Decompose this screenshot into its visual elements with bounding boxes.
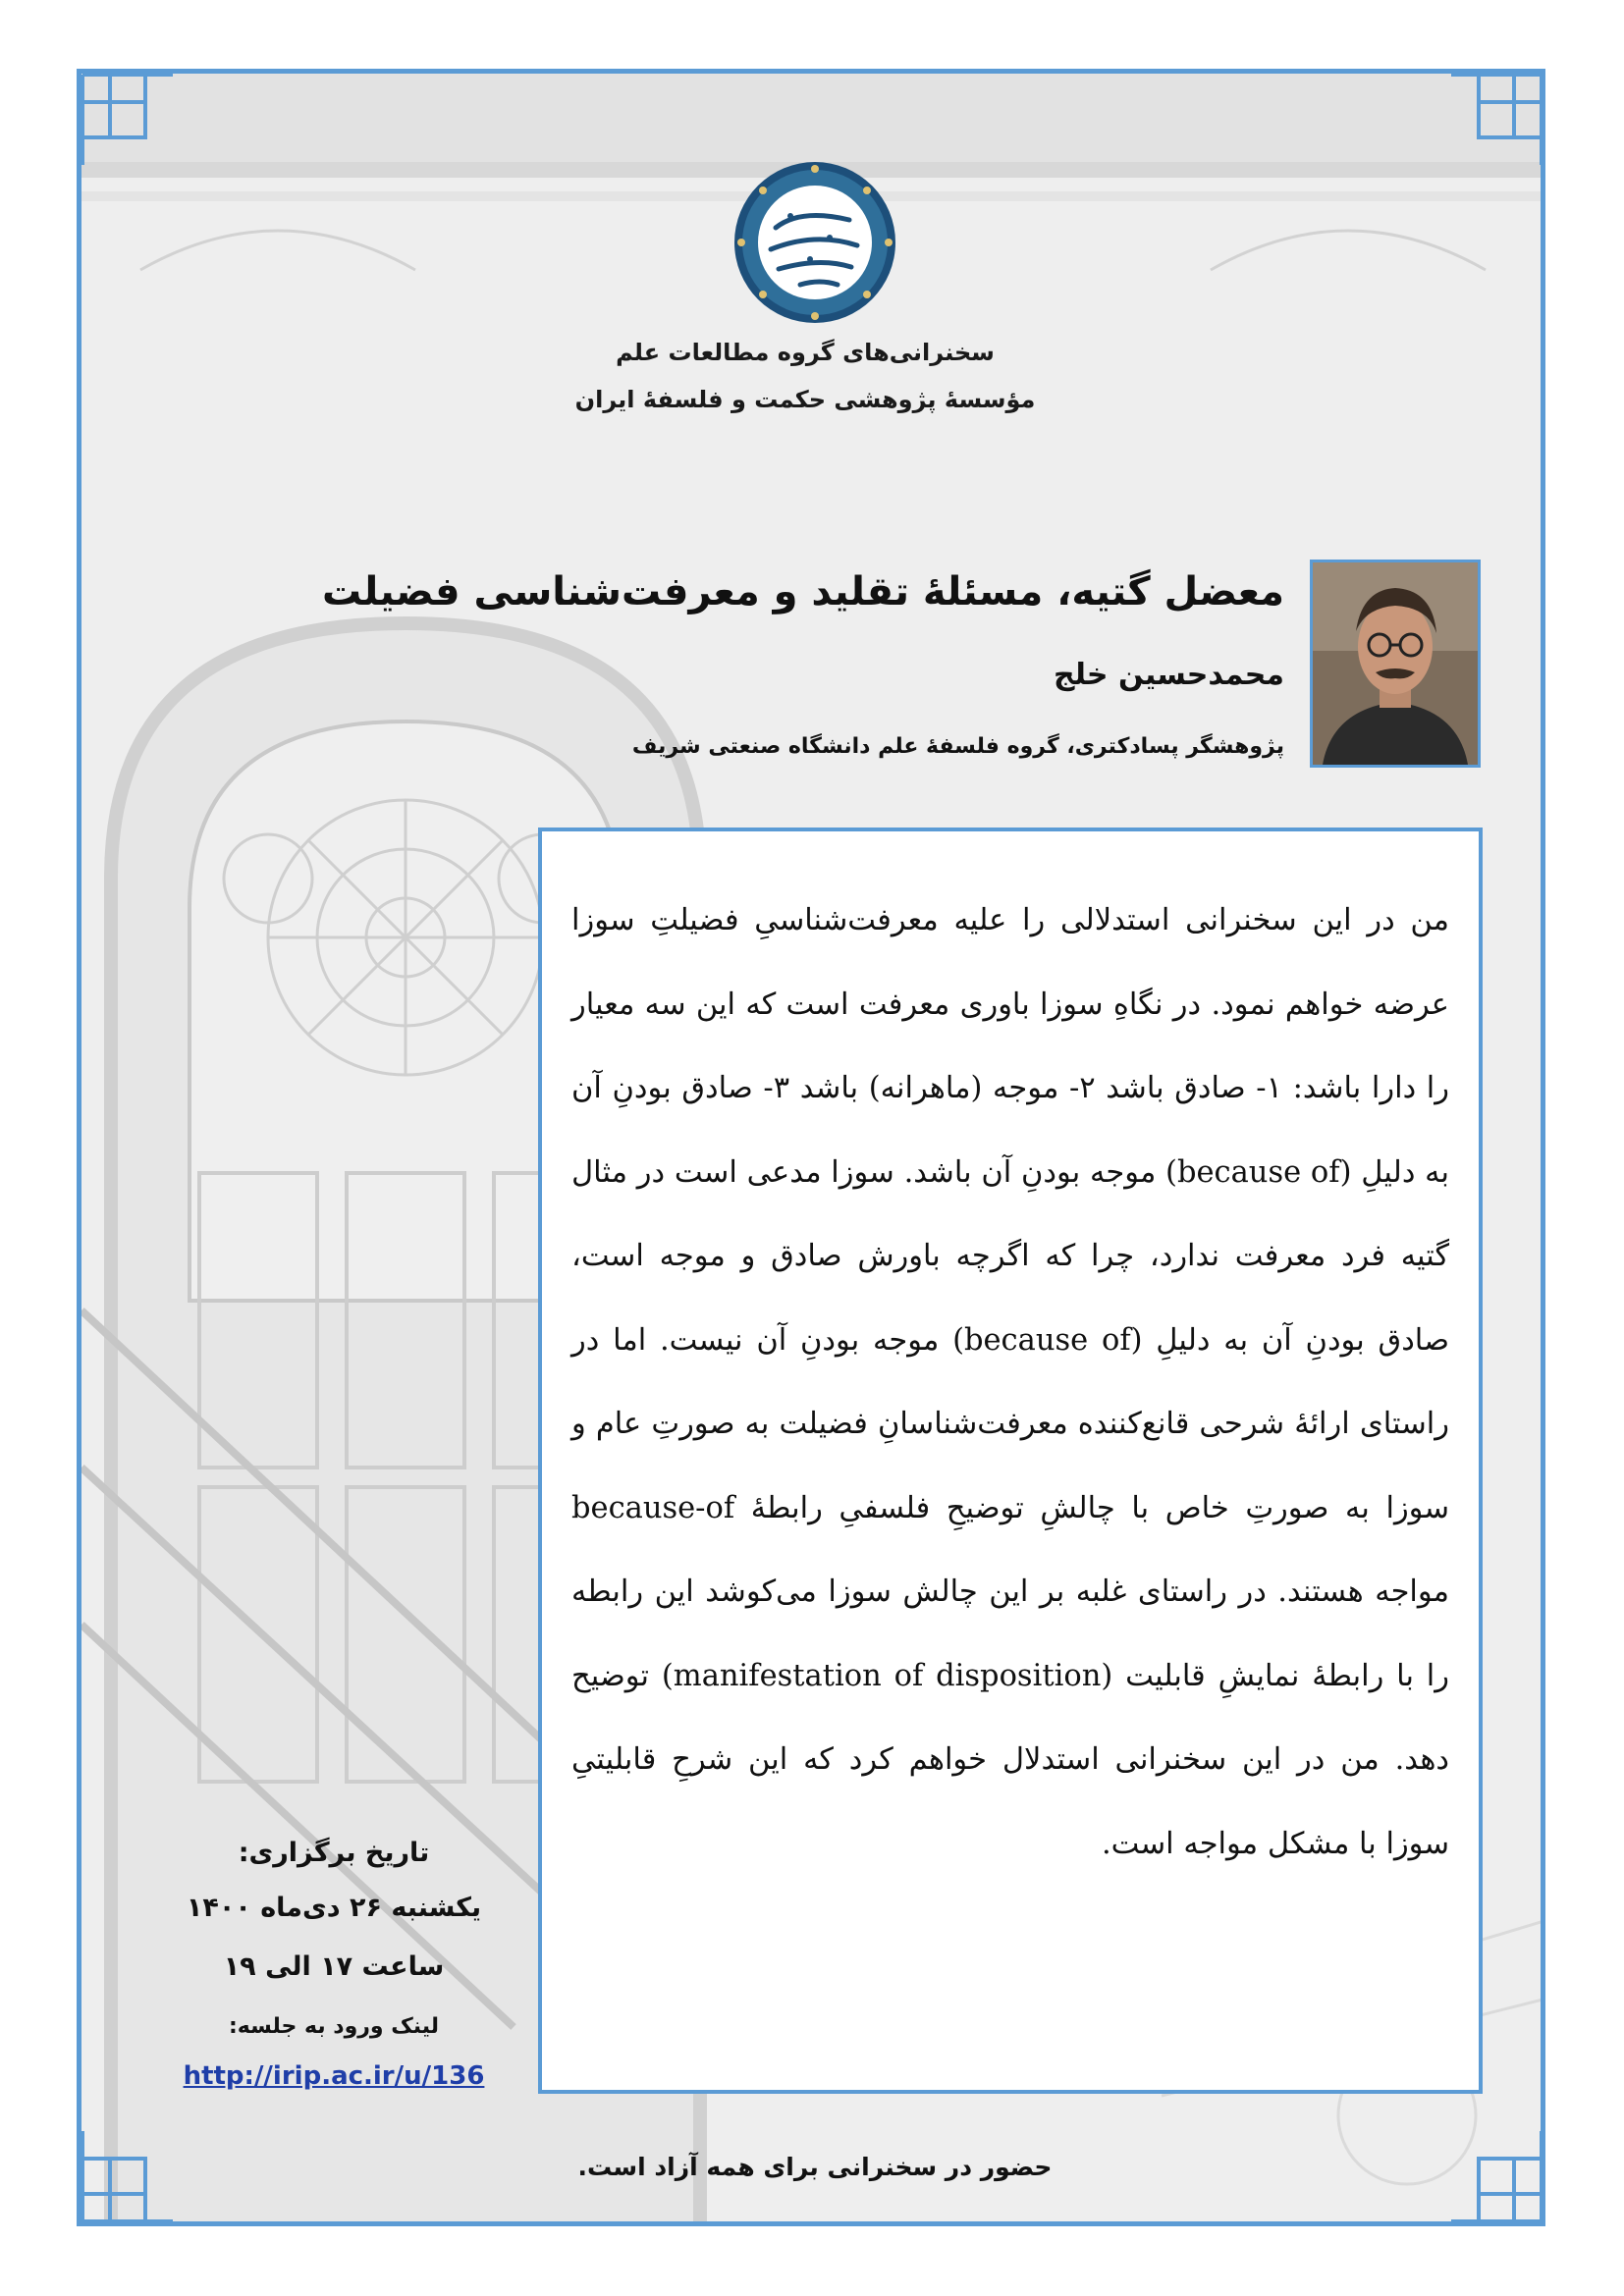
- corner-ornament-bottom-left: [81, 2129, 175, 2223]
- organizer-institute: مؤسسهٔ پژوهشی حکمت و فلسفهٔ ایران: [574, 386, 1036, 413]
- abstract-text: من در این سخنرانی استدلالی را علیه معرفت‌شناسیِ فضیلتِ سوزا عرضه خواهم نمود. در نگاهِ سوزا باوری معرفت است که این سه معیار را دارا باشد: ۱- صادق باشد ۲- موجه (ماهرانه) باشد ۳- صادق بودنِ آن به دلیلِ (because of) موجه بودنِ آن باشد. سوزا مدعی است در مثال گتیه فرد معرفت ندارد، چرا که اگرچه باورش صادق و موجه است، صادق بودنِ آن به دلیلِ (because of) موجه بودنِ آن نیست. اما در راستای ارائهٔ شرحی قانع‌کننده معرفت‌شناسانِ فضیلت به صورتِ عام و سوزا به صورتِ خاص با چالشِ توضیحِ فلسفیِ رابطهٔ because-of مواجه هستند. در راستای غلبه بر این چالش سوزا می‌کوشد این رابطه را با رابطهٔ نمایشِ قابلیت (manifestation of disposition) توضیح دهد. من در این سخنرانی استدلال خواهم کرد که این شرحِ قابلیتیِ سوزا با مشکل مواجه است.: [571, 903, 1450, 1861]
- institute-logo: [731, 159, 898, 326]
- abstract-box: [538, 828, 1483, 2094]
- speaker-name: محمدحسین خلج: [1054, 658, 1284, 692]
- corner-ornament-top-right: [1449, 73, 1543, 167]
- organizer-group: سخنرانی‌های گروه مطالعات علم: [616, 339, 995, 366]
- talk-title: معضل گتیه، مسئلهٔ تقلید و معرفت‌شناسی فضیلت: [321, 569, 1284, 614]
- event-date: یکشنبه ۲۶ دی‌ماه ۱۴۰۰: [186, 1893, 482, 1923]
- corner-ornament-bottom-right: [1449, 2129, 1543, 2223]
- event-time: ساعت ۱۷ الی ۱۹: [223, 1951, 445, 1982]
- session-link[interactable]: http://irip.ac.ir/u/136: [183, 2061, 485, 2091]
- speaker-photo: [1310, 560, 1481, 768]
- corner-ornament-top-left: [81, 73, 175, 167]
- speaker-affiliation: پژوهشگر پسادکتری، گروه فلسفهٔ علم دانشگاه صنعتی شریف: [631, 734, 1284, 759]
- date-label: تاریخ برگزاری:: [238, 1838, 430, 1868]
- free-attendance-note: حضور در سخنرانی برای همه آزاد است.: [577, 2153, 1053, 2181]
- link-label: لینک ورود به جلسه:: [229, 2014, 439, 2039]
